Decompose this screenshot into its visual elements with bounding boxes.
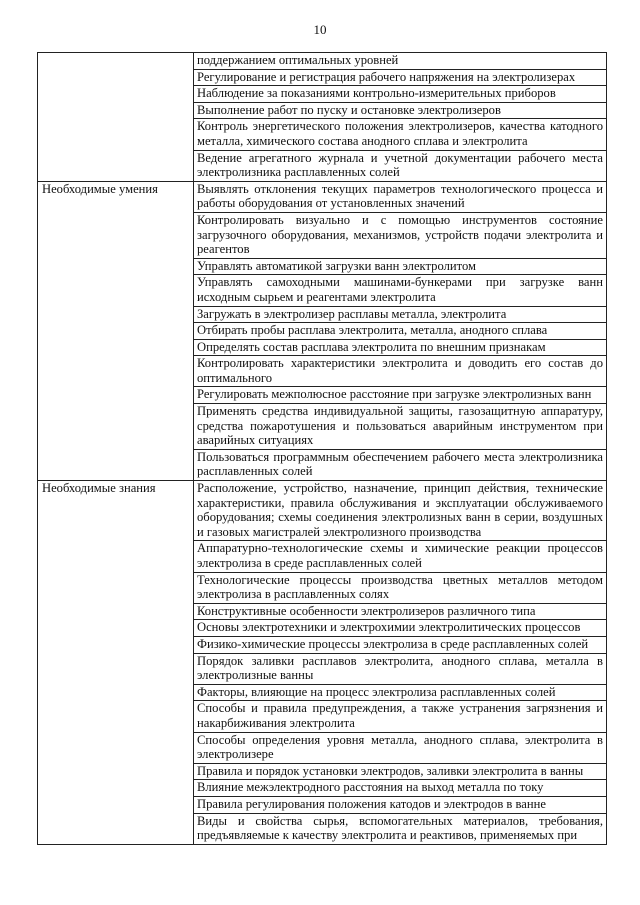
category-cell — [38, 53, 194, 182]
item-cell: Влияние межэлектродного расстояния на выход металла по току — [194, 780, 607, 797]
item-cell: Определять состав расплава электролита по внешним признакам — [194, 339, 607, 356]
table-row — [38, 481, 607, 541]
item-cell: Порядок заливки расплавов электролита, анодного сплава, металла в электролизные ванны — [194, 653, 607, 684]
category-cell: Необходимые знания — [38, 481, 194, 845]
table-body — [38, 53, 607, 845]
item-cell: Выполнение работ по пуску и остановке электролизеров — [194, 102, 607, 119]
page-number: 10 — [313, 22, 327, 37]
item-cell: Аппаратурно-технологические схемы и химические реакции процессов электролиза в среде расплавленных солей — [194, 541, 607, 572]
item-cell: Факторы, влияющие на процесс электролиза расплавленных солей — [194, 684, 607, 701]
item-cell: Технологические процессы производства цветных металлов методом электролиза в расплавленных солях — [194, 572, 607, 603]
item-cell: Контролировать визуально и с помощью инструментов состояние загрузочного оборудования, механизмов, устройств подачи электролита и реагентов — [194, 212, 607, 258]
item-cell: Контроль энергетического положения электролизеров, качества катодного металла, химического состава анодного сплава и электролита — [194, 119, 607, 150]
item-cell: Основы электротехники и электрохимии электролитических процессов — [194, 620, 607, 637]
item-cell: Отбирать пробы расплава электролита, металла, анодного сплава — [194, 323, 607, 340]
item-cell: Виды и свойства сырья, вспомогательных материалов, требования, предъявляемые к качеству электролита и реактивов, применяемых при — [194, 813, 607, 844]
item-cell: Пользоваться программным обеспечением рабочего места электролизника расплавленных солей — [194, 449, 607, 480]
table-row — [38, 53, 607, 70]
item-cell: поддержанием оптимальных уровней — [194, 53, 607, 70]
requirements-table — [37, 52, 607, 845]
item-cell: Правила и порядок установки электродов, заливки электролита в ванны — [194, 763, 607, 780]
item-cell: Правила регулирования положения катодов и электродов в ванне — [194, 796, 607, 813]
item-cell: Способы и правила предупреждения, а также устранения загрязнения и накарбиживания электролита — [194, 701, 607, 732]
item-cell: Расположение, устройство, назначение, принцип действия, технические характеристики, правила обслуживания и эксплуатации обслуживаемого оборудования; схемы соединения электролизных ванн в серии, воздушных и газовых магистралей электролизного производства — [194, 481, 607, 541]
item-cell: Контролировать характеристики электролита и доводить его состав до оптимального — [194, 356, 607, 387]
item-cell: Наблюдение за показаниями контрольно-измерительных приборов — [194, 86, 607, 103]
item-cell: Выявлять отклонения текущих параметров технологического процесса и работы оборудования от установленных значений — [194, 181, 607, 212]
item-cell: Регулировать межполюсное расстояние при загрузке электролизных ванн — [194, 387, 607, 404]
item-cell: Способы определения уровня металла, анодного сплава, электролита в электролизере — [194, 732, 607, 763]
item-cell: Регулирование и регистрация рабочего напряжения на электролизерах — [194, 69, 607, 86]
item-cell: Применять средства индивидуальной защиты, газозащитную аппаратуру, средства пожаротушения и пользоваться аварийным инструментом при аварийных ситуациях — [194, 404, 607, 450]
item-cell: Конструктивные особенности электролизеров различного типа — [194, 603, 607, 620]
item-cell: Ведение агрегатного журнала и учетной документации рабочего места электролизника расплавленных солей — [194, 150, 607, 181]
item-cell: Управлять самоходными машинами-бункерами при загрузке ванн исходным сырьем и реагентами электролита — [194, 275, 607, 306]
category-cell: Необходимые умения — [38, 181, 194, 480]
item-cell: Загружать в электролизер расплавы металла, электролита — [194, 306, 607, 323]
table-row — [38, 181, 607, 212]
item-cell: Физико-химические процессы электролиза в среде расплавленных солей — [194, 636, 607, 653]
item-cell: Управлять автоматикой загрузки ванн электролитом — [194, 258, 607, 275]
